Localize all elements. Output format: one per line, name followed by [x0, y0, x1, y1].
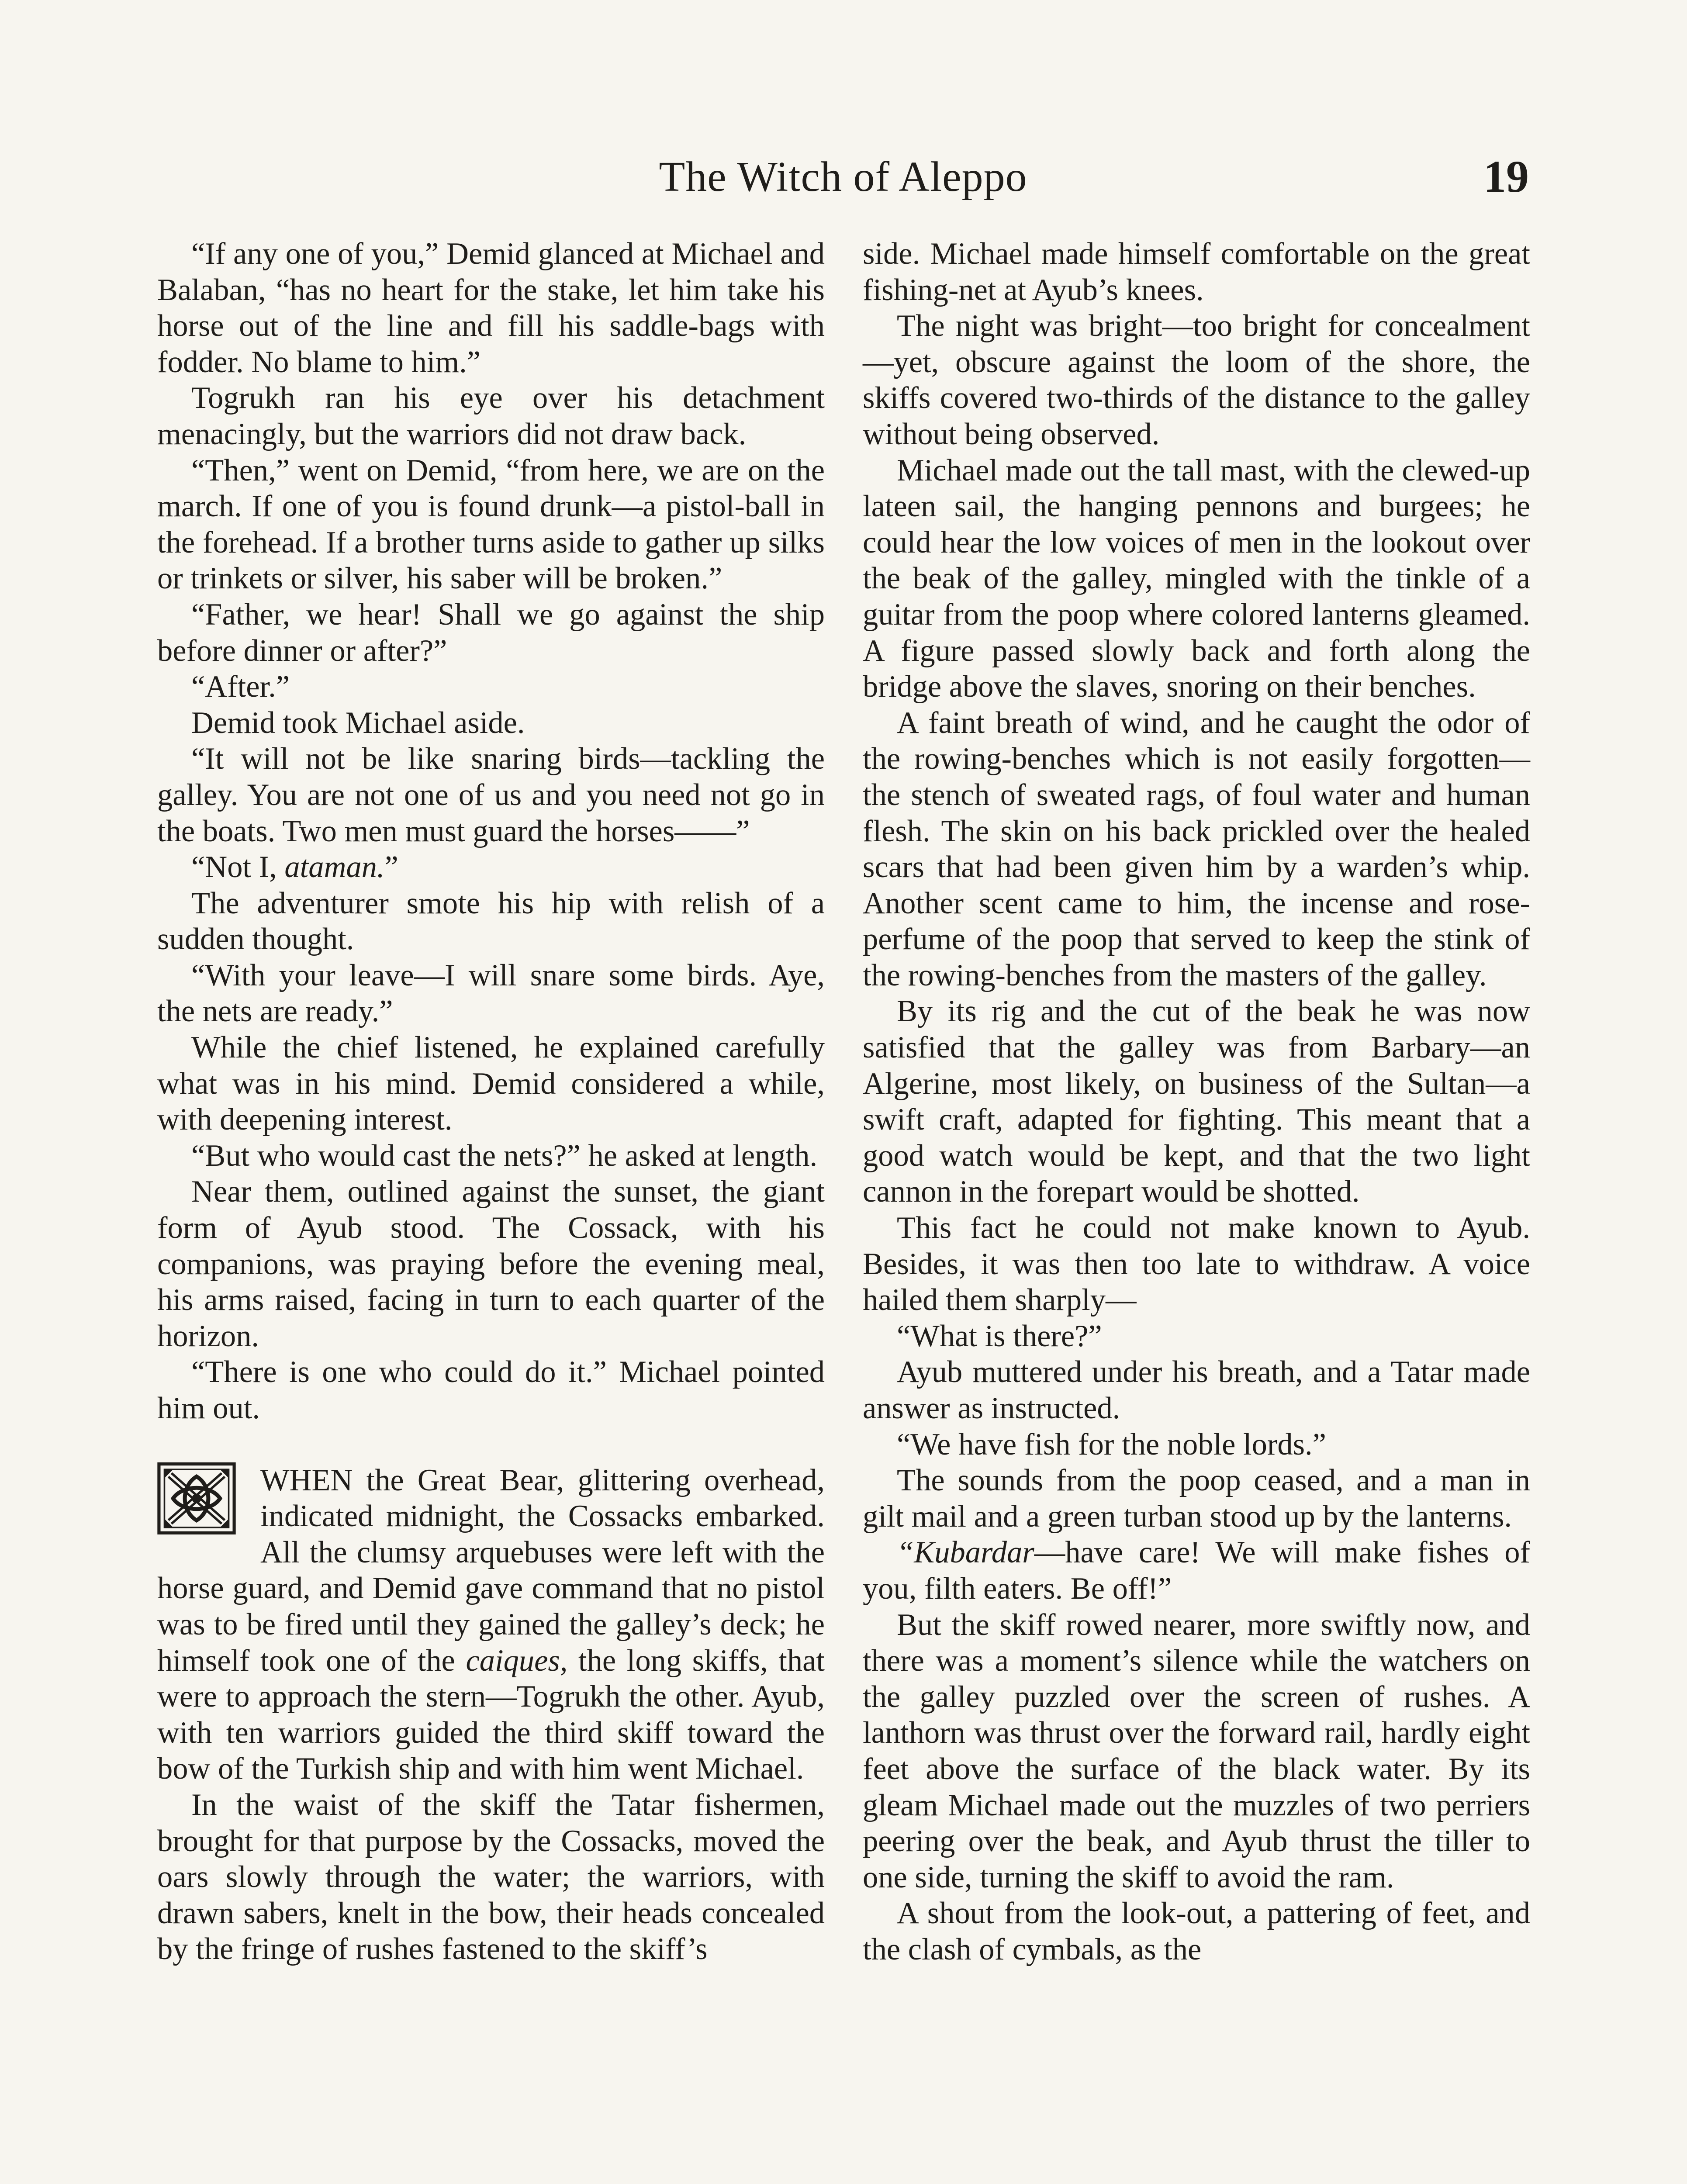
section-gap — [157, 1427, 825, 1462]
left-column — [157, 236, 825, 1967]
paragraph: By its rig and the cut of the beak he was now satisfied that the galley was from Barbary—an Algerine, most likely, on business of the Sultan—a swift craft, adapted for fighting. This meant that a good watch would be kept, and that the two light cannon in the forepart would be shotted. — [863, 994, 1530, 1209]
paragraph-continued: side. Michael made himself comfortable on the great fishing-net at Ayub’s knees. — [863, 237, 1530, 307]
paragraph: The night was bright—too bright for concealment—yet, obscure against the loom of the shore, the skiffs covered two-thirds of the distance to the galley without being observed. — [863, 309, 1530, 451]
page-number: 19 — [1483, 152, 1529, 202]
paragraph: “We have fish for the noble lords.” — [897, 1427, 1326, 1462]
text-run: ” — [384, 850, 398, 885]
paragraph: But the skiff rowed nearer, more swiftly now, and there was a moment’s silence while the watchers on the galley puzzled over the screen of rushes. A lanthorn was thrust over the forward rail, hardly eight feet above the surface of the black water. By its gleam Michael made out the muzzles of two perriers peering over the beak, and Ayub thrust the tiller to one side, turning the skiff to avoid the ram. — [863, 1607, 1530, 1894]
paragraph: “Father, we hear! Shall we go against the ship before dinner or after?” — [157, 597, 825, 668]
paragraph: “But who would cast the nets?” he asked at length. — [191, 1138, 818, 1173]
paragraph: “With your leave—I will snare some birds. Aye, the nets are ready.” — [157, 958, 825, 1029]
text-run: —have care! We will make fishes of you, filth eaters. Be off!” — [863, 1535, 1530, 1606]
paragraph: “Then,” went on Demid, “from here, we are on the march. If one of you is found drunk—a pistol-ball in the forehead. If a brother turns aside to gather up silks or trinkets or silver, his saber will be broken.” — [157, 453, 825, 596]
text-run: WHEN the Great Bear, glittering overhead, indicated midnight, the Cossacks embarked. All the clumsy arquebuses were left with the horse guard, and Demid gave command that no pistol was to be fired until they gained the galley’s deck; he himself took one of the — [157, 1463, 825, 1678]
paragraph: Demid took Michael aside. — [191, 705, 525, 740]
italic-text: “Kubardar — [897, 1535, 1034, 1570]
paragraph: In the waist of the skiff the Tatar fishermen, brought for that purpose by the Cossacks, moved the oars slowly through the water; the warriors, with drawn sabers, knelt in the bow, their heads concealed by the fringe of rushes fastened to the skiff’s — [157, 1787, 825, 1966]
paragraph: Near them, outlined against the sunset, the giant form of Ayub stood. The Cossack, with his companions, was praying before the evening meal, his arms raised, facing in turn to each quarter of the horizon. — [157, 1175, 825, 1353]
text-run: the long skiffs, that were to approach the stern—Togrukh the other. Ayub, with ten warriors guided the third skiff toward the bow of the Turkish ship and with him went Michael. — [157, 1643, 825, 1786]
paragraph: A shout from the look-out, a pattering of feet, and the clash of cymbals, as the — [863, 1896, 1530, 1966]
italic-text: ataman. — [284, 850, 385, 885]
running-title: The Witch of Aleppo — [659, 153, 1027, 200]
paragraph: “After.” — [191, 670, 290, 704]
paragraph: Michael made out the tall mast, with the clewed-up lateen sail, the hanging pennons and burgees; he could hear the low voices of men in the lookout over the beak of the galley, mingled with the tinkle of a guitar from the poop where colored lanterns gleamed. A figure passed slowly back and forth along the bridge above the slaves, snoring on their benches. — [863, 453, 1530, 704]
paragraph: While the chief listened, he explained carefully what was in his mind. Demid considered a while, with deepening interest. — [157, 1030, 825, 1137]
page-header — [157, 144, 1529, 210]
paragraph: “If any one of you,” Demid glanced at Michael and Balaban, “has no heart for the stake, let him take his horse out of the line and fill his saddle-bags with fodder. No blame to him.” — [157, 237, 825, 379]
right-column — [863, 236, 1530, 1968]
paragraph: “There is one who could do it.” Michael pointed him out. — [157, 1355, 825, 1425]
italic-text: caiques, — [466, 1643, 568, 1678]
paragraph: A faint breath of wind, and he caught the odor of the rowing-benches which is not easily forgotten—the stench of sweated rags, of foul water and human flesh. The skin on his back prickled over the healed scars that had been given him by a warden’s whip. Another scent came to him, the incense and rose-perfume of the poop that served to keep the stink of the rowing-benches from the masters of the galley. — [863, 705, 1530, 992]
section-opening-paragraph — [157, 1462, 825, 1787]
paragraph: “It will not be like snaring birds—tackling the galley. You are not one of us and you need not go in the boats. Two men must guard the horses——” — [157, 742, 825, 848]
paragraph: The sounds from the poop ceased, and a man in gilt mail and a green turban stood up by the lanterns. — [863, 1463, 1530, 1534]
paragraph — [157, 849, 825, 885]
paragraph: Togrukh ran his eye over his detachment menacingly, but the warriors did not draw back. — [157, 381, 825, 451]
ornament-dropcap-icon — [157, 1462, 243, 1540]
paragraph: “What is there?” — [897, 1319, 1102, 1353]
paragraph — [863, 1534, 1530, 1607]
text-run: “Not I, — [191, 850, 285, 885]
paragraph: The adventurer smote his hip with relish of a sudden thought. — [157, 886, 825, 957]
paragraph: Ayub muttered under his breath, and a Tatar made answer as instructed. — [863, 1355, 1530, 1425]
paragraph: This fact he could not make known to Ayub. Besides, it was then too late to withdraw. A voice hailed them sharply— — [863, 1211, 1530, 1317]
